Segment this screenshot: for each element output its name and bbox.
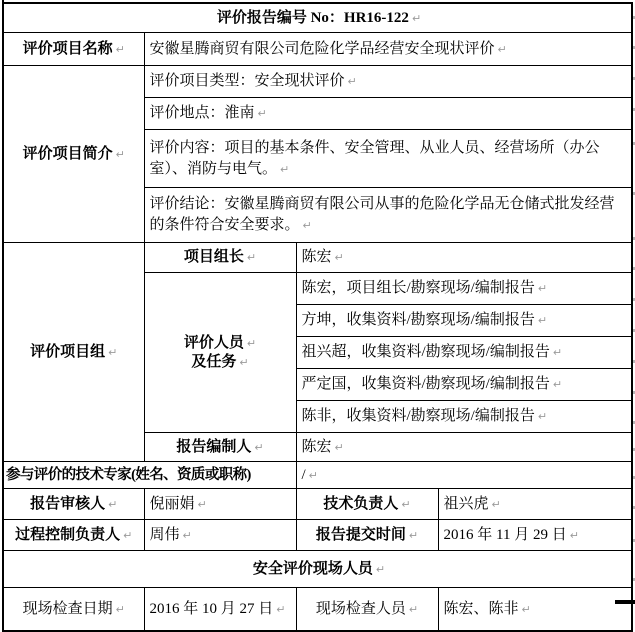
- paragraph-mark-icon: ↵: [408, 528, 419, 542]
- paragraph-mark-icon: ↵: [280, 162, 290, 176]
- paragraph-mark-icon: ↵: [115, 42, 125, 56]
- team-member-row: 严定国，收集资料/勘察现场/编制报告 ↵: [296, 369, 632, 401]
- submit-time-value: 2016 年 11 月 29 日 ↵: [438, 520, 632, 551]
- project-name-label: 评价项目名称 ↵: [3, 33, 144, 66]
- report-number-text: 评价报告编号 No：HR16-122: [216, 9, 409, 26]
- paragraph-mark-icon: ↵: [334, 251, 344, 265]
- paragraph-mark-icon: ↵: [246, 251, 257, 265]
- paragraph-mark-icon: ↵: [115, 147, 125, 161]
- paragraph-mark-icon: ↵: [497, 42, 507, 56]
- site-personnel-header: 安全评价现场人员 ↵: [3, 551, 632, 588]
- paragraph-mark-icon: ↵: [537, 282, 548, 296]
- paragraph-mark-icon: ↵: [302, 219, 312, 232]
- paragraph-mark-icon: ↵: [552, 346, 563, 360]
- paragraph-mark-icon: ↵: [108, 345, 118, 359]
- paragraph-mark-icon: ↵: [401, 497, 411, 511]
- paragraph-mark-icon: ↵: [411, 11, 422, 25]
- process-control-label: 过程控制负责人 ↵: [3, 520, 144, 551]
- team-member-row: 祖兴超，收集资料/勘察现场/编制报告 ↵: [296, 337, 632, 369]
- intro-content: 评价内容：项目的基本条件、安全管理、从业人员、经营场所（办公室）、消防与电气。 ↵: [144, 130, 632, 188]
- intro-label: 评价项目简介 ↵: [3, 66, 144, 243]
- process-control-value: 周伟 ↵: [144, 520, 296, 551]
- reviewer-value: 倪丽娟 ↵: [144, 489, 296, 520]
- check-people-value: 陈宏、陈非 ↵: [438, 588, 632, 632]
- paragraph-mark-icon: ↵: [246, 336, 257, 350]
- intro-location: 评价地点：淮南 ↵: [144, 98, 632, 130]
- submit-time-label: 报告提交时间 ↵: [296, 520, 438, 551]
- team-members-label: 评价人员 ↵ 及任务 ↵: [144, 273, 296, 433]
- experts-label: 参与评价的技术专家(姓名、资质或职称): [3, 462, 296, 489]
- paragraph-mark-icon: ↵: [239, 355, 249, 369]
- table-row: [3, 462, 632, 489]
- intro-type: 评价项目类型：安全现状评价 ↵: [144, 66, 632, 98]
- paragraph-mark-icon: ↵: [123, 528, 133, 542]
- team-leader-value: 陈宏 ↵: [296, 243, 632, 273]
- reviewer-label: 报告审核人 ↵: [3, 489, 144, 520]
- project-name-value: 安徽星腾商贸有限公司危险化学品经营安全现状评价 ↵: [144, 33, 632, 66]
- paragraph-mark-icon: ↵: [254, 440, 264, 454]
- report-writer-value: 陈宏 ↵: [296, 433, 632, 462]
- tech-lead-label: 技术负责人 ↵: [296, 489, 438, 520]
- paragraph-mark-icon: ↵: [569, 528, 579, 542]
- paragraph-mark-icon: ↵: [347, 75, 357, 89]
- paragraph-mark-icon: ↵: [537, 314, 548, 328]
- check-date-label: 现场检查日期 ↵: [3, 588, 144, 632]
- table-row: [3, 3, 632, 33]
- paragraph-mark-icon: ↵: [108, 497, 118, 511]
- table-row: [3, 66, 632, 98]
- paragraph-mark-icon: ↵: [115, 602, 125, 616]
- check-date-value: 2016 年 10 月 27 日 ↵: [144, 588, 296, 632]
- tech-lead-value: 祖兴虎 ↵: [438, 489, 632, 520]
- check-people-label: 现场检查人员 ↵: [296, 588, 438, 632]
- table-row: [3, 489, 632, 520]
- team-member-row: 陈非，收集资料/勘察现场/编制报告 ↵: [296, 401, 632, 433]
- paragraph-mark-icon: ↵: [257, 107, 267, 121]
- report-writer-label: 报告编制人 ↵: [144, 433, 296, 462]
- table-row: [3, 588, 632, 632]
- intro-conclusion: 评价结论：安徽星腾商贸有限公司从事的危险化学品无仓储式批发经营的条件符合安全要求。 ↵: [144, 188, 632, 243]
- report-number-header: [3, 3, 632, 33]
- paragraph-mark-icon: ↵: [334, 440, 344, 454]
- team-member-row: 方坤，收集资料/勘察现场/编制报告 ↵: [296, 305, 632, 337]
- table-bottom-right-mark: [615, 600, 635, 604]
- paragraph-mark-icon: ↵: [552, 378, 563, 392]
- experts-value: / ↵: [296, 462, 632, 489]
- table-row: [3, 520, 632, 551]
- paragraph-mark-icon: ↵: [491, 497, 501, 511]
- table-row: [3, 551, 632, 588]
- paragraph-mark-icon: ↵: [537, 410, 548, 424]
- paragraph-mark-icon: ↵: [408, 602, 419, 616]
- paragraph-mark-icon: ↵: [521, 602, 531, 616]
- table-row: [3, 33, 632, 66]
- paragraph-mark-icon: ↵: [182, 528, 192, 542]
- paragraph-mark-icon: ↵: [308, 468, 318, 482]
- table-row: [3, 243, 632, 273]
- team-label: 评价项目组 ↵: [3, 243, 144, 462]
- paragraph-mark-icon: ↵: [197, 497, 207, 511]
- evaluation-report-table: [2, 2, 633, 632]
- paragraph-mark-icon: ↵: [276, 602, 286, 616]
- paragraph-mark-icon: ↵: [375, 562, 386, 576]
- team-leader-label: 项目组长 ↵: [144, 243, 296, 273]
- team-member-row: 陈宏，项目组长/勘察现场/编制报告 ↵: [296, 273, 632, 305]
